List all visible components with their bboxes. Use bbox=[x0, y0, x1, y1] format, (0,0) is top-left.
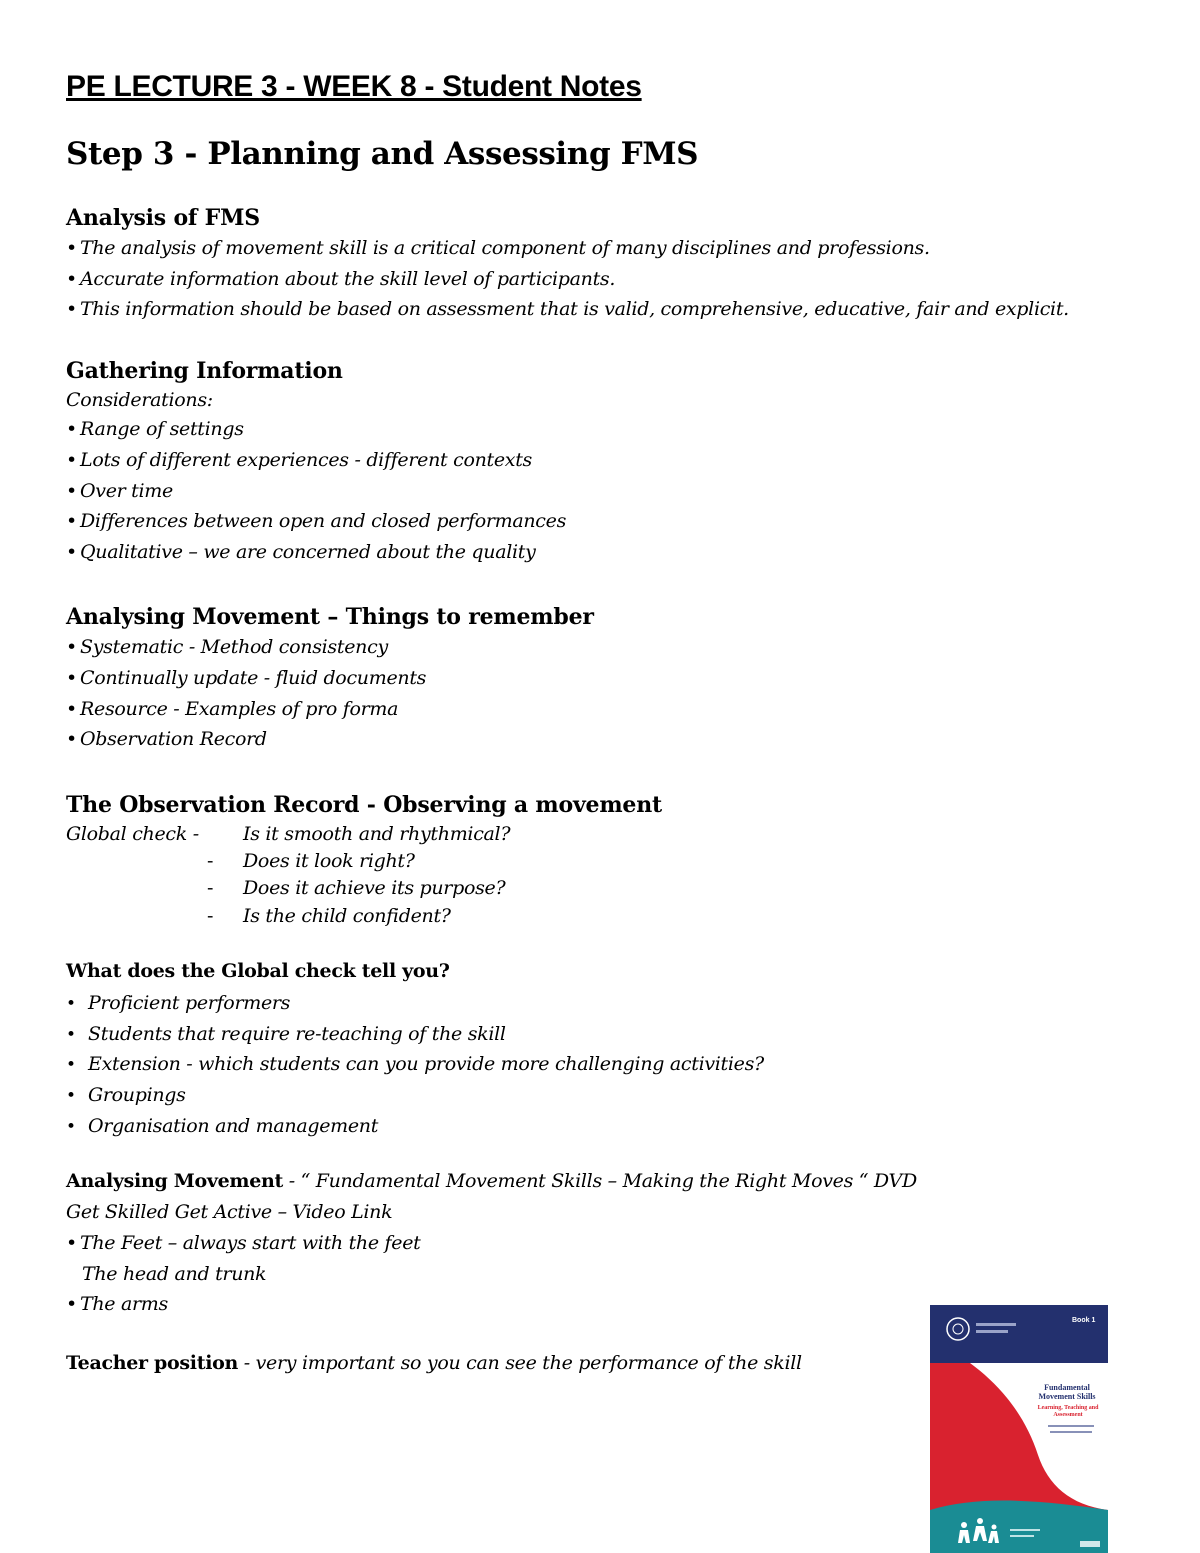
bullet-icon: • bbox=[66, 298, 77, 320]
dash-icon: - bbox=[207, 877, 214, 899]
list-item: • Observation Record bbox=[66, 728, 267, 750]
bullet-icon: • bbox=[66, 1025, 76, 1045]
teacher-note: - very important so you can see the performance of the skill bbox=[238, 1352, 802, 1374]
dvd-label: Analysing Movement bbox=[66, 1170, 283, 1192]
list-item: • Lots of different experiences - different contexts bbox=[66, 449, 533, 471]
bullet-icon: • bbox=[66, 698, 77, 720]
dvd-title: - “ Fundamental Movement Skills – Making the Right Moves “ DVD bbox=[282, 1170, 917, 1192]
book-badge: Book 1 bbox=[1072, 1317, 1096, 1324]
list-item: • Over time bbox=[66, 480, 173, 502]
bullet-icon: • bbox=[66, 1117, 76, 1137]
step-heading: Step 3 - Planning and Assessing FMS bbox=[66, 136, 699, 172]
dash-icon: - bbox=[207, 850, 214, 872]
global-check-label: Global check - bbox=[66, 823, 199, 845]
bullet-icon: • bbox=[66, 1055, 76, 1075]
list-item: • Differences between open and closed performances bbox=[66, 510, 567, 532]
list-item: • Range of settings bbox=[66, 418, 244, 440]
global-check-item: - Does it achieve its purpose? bbox=[207, 877, 506, 899]
bullet-icon: • bbox=[66, 541, 77, 563]
list-item: • Continually update - fluid documents bbox=[66, 667, 427, 689]
gathering-heading: Gathering Information bbox=[66, 358, 343, 384]
list-item: • Groupings bbox=[66, 1084, 186, 1106]
book-cover-image bbox=[930, 1305, 1108, 1553]
analysis-heading: Analysis of FMS bbox=[66, 205, 260, 231]
list-item: • Proficient performers bbox=[66, 992, 291, 1014]
bullet-icon: • bbox=[66, 1232, 77, 1254]
video-link-line: Get Skilled Get Active – Video Link bbox=[66, 1201, 393, 1223]
global-check-item: - Is the child confident? bbox=[207, 905, 451, 927]
bullet-icon: • bbox=[66, 728, 77, 750]
bullet-icon: • bbox=[66, 1293, 77, 1315]
bullet-icon: • bbox=[66, 449, 77, 471]
bullet-icon: • bbox=[66, 510, 77, 532]
list-item: • This information should be based on assessment that is valid, comprehensive, educative, fair and explicit. bbox=[66, 298, 1069, 320]
bullet-icon: • bbox=[66, 994, 76, 1014]
global-tell-heading: What does the Global check tell you? bbox=[66, 960, 450, 982]
list-item: • The Feet – always start with the feet bbox=[66, 1232, 421, 1254]
list-item: • Accurate information about the skill level of participants. bbox=[66, 268, 616, 290]
dash-icon: - bbox=[207, 905, 214, 927]
book-subtitle: Learning, Teaching and Assessment bbox=[1030, 1405, 1106, 1419]
bullet-icon: • bbox=[66, 480, 77, 502]
page-title: PE LECTURE 3 - WEEK 8 - Student Notes bbox=[66, 70, 642, 103]
list-item: • The analysis of movement skill is a critical component of many disciplines and professions. bbox=[66, 237, 930, 259]
dvd-line bbox=[66, 1170, 917, 1192]
bullet-icon: • bbox=[66, 418, 77, 440]
teacher-label: Teacher position bbox=[66, 1352, 239, 1374]
list-item: • Systematic - Method consistency bbox=[66, 636, 388, 658]
book-title: Fundamental Movement Skills bbox=[1028, 1383, 1106, 1401]
bullet-icon: • bbox=[66, 636, 77, 658]
global-check-item: - Does it look right? bbox=[207, 850, 415, 872]
analysing-heading: Analysing Movement – Things to remember bbox=[66, 604, 594, 630]
global-check-item: Is it smooth and rhythmical? bbox=[243, 823, 511, 845]
list-item: • The arms bbox=[66, 1293, 168, 1315]
list-item: • Organisation and management bbox=[66, 1115, 379, 1137]
list-item: The head and trunk bbox=[82, 1263, 267, 1285]
bullet-icon: • bbox=[66, 1086, 76, 1106]
bullet-icon: • bbox=[66, 667, 77, 689]
bullet-icon: • bbox=[66, 268, 77, 290]
list-item: • Students that require re-teaching of the skill bbox=[66, 1023, 506, 1045]
list-item: • Extension - which students can you provide more challenging activities? bbox=[66, 1053, 764, 1075]
book-cover-illustration bbox=[930, 1305, 1108, 1553]
list-item: • Qualitative – we are concerned about the quality bbox=[66, 541, 536, 563]
bullet-icon: • bbox=[66, 237, 77, 259]
gathering-intro: Considerations: bbox=[66, 389, 213, 411]
teacher-position-line bbox=[66, 1352, 802, 1374]
list-item: • Resource - Examples of pro forma bbox=[66, 698, 399, 720]
observation-heading: The Observation Record - Observing a movement bbox=[66, 792, 662, 818]
